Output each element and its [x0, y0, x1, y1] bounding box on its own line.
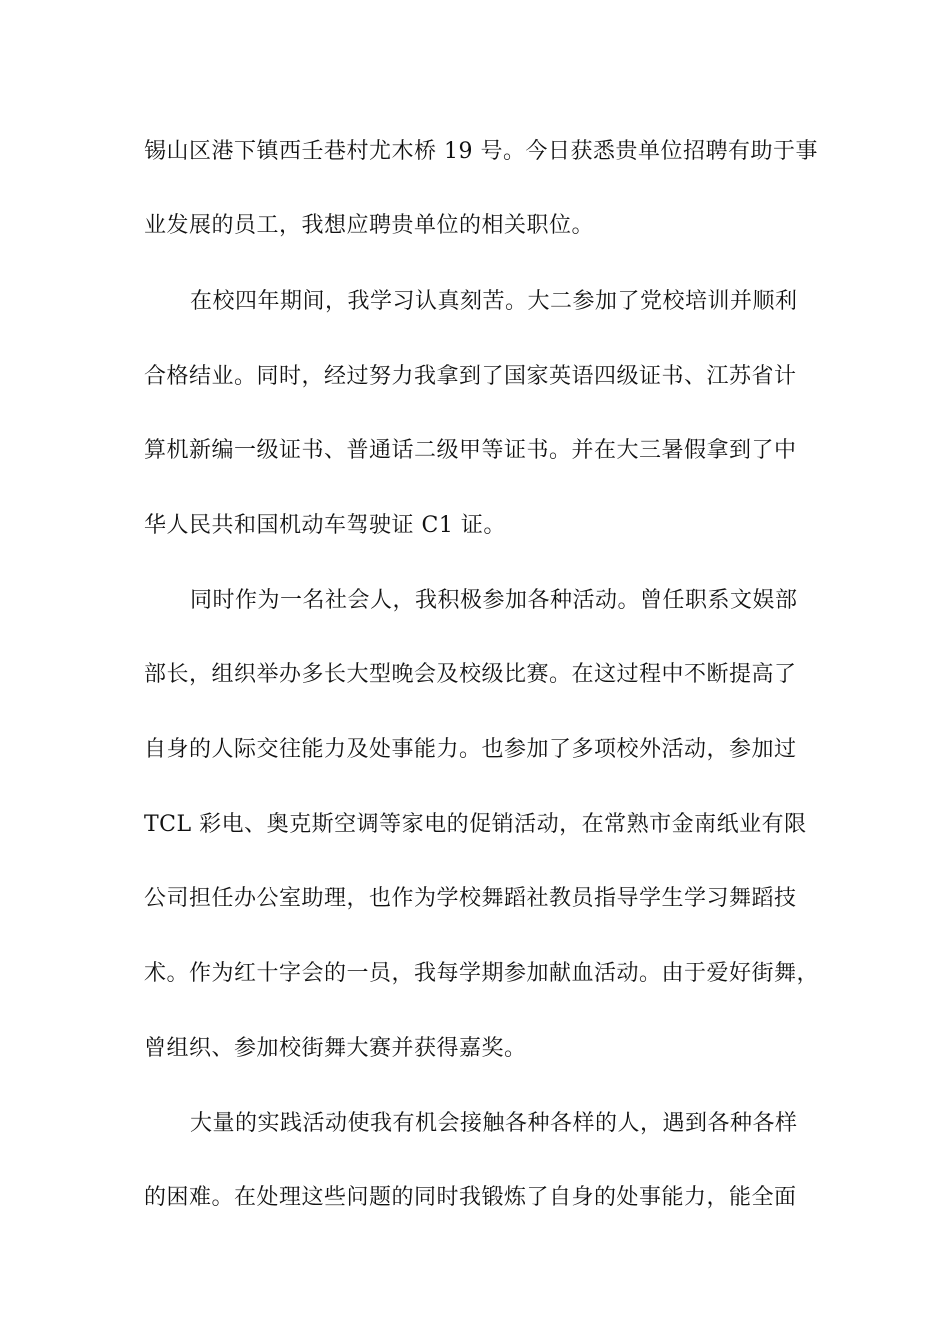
text-line: TCL 彩电、奥克斯空调等家电的促销活动，在常熟市金南纸业有限 — [144, 812, 807, 837]
text-line: 部长，组织举办多长大型晚会及校级比赛。在这过程中不断提高了 — [144, 662, 797, 687]
text-line: 曾组织、参加校街舞大赛并获得嘉奖。 — [144, 1036, 527, 1061]
text-line: 华人民共和国机动车驾驶证 C1 证。 — [144, 513, 506, 538]
text-line: 的困难。在处理这些问题的同时我锻炼了自身的处事能力，能全面 — [144, 1185, 797, 1210]
text-line: 自身的人际交往能力及处事能力。也参加了多项校外活动，参加过 — [144, 737, 797, 762]
text-line: 术。作为红十字会的一员，我每学期参加献血活动。由于爱好街舞， — [144, 961, 820, 986]
paragraph-first-line: 大量的实践活动使我有机会接触各种各样的人，遇到各种各样 — [190, 1111, 798, 1136]
text-line: 算机新编一级证书、普通话二级甲等证书。并在大三暑假拿到了中 — [144, 438, 797, 463]
text-line: 公司担任办公室助理，也作为学校舞蹈社教员指导学生学习舞蹈技 — [144, 886, 797, 911]
text-line: 锡山区港下镇西壬巷村尤木桥 19 号。今日获悉贵单位招聘有助于事 — [144, 139, 818, 164]
text-line: 业发展的员工，我想应聘贵单位的相关职位。 — [144, 213, 595, 238]
text-line: 合格结业。同时，经过努力我拿到了国家英语四级证书、江苏省计 — [144, 364, 797, 389]
paragraph-first-line: 同时作为一名社会人，我积极参加各种活动。曾任职系文娱部 — [190, 588, 798, 613]
paragraph-first-line: 在校四年期间，我学习认真刻苦。大二参加了党校培训并顺利 — [190, 289, 798, 314]
